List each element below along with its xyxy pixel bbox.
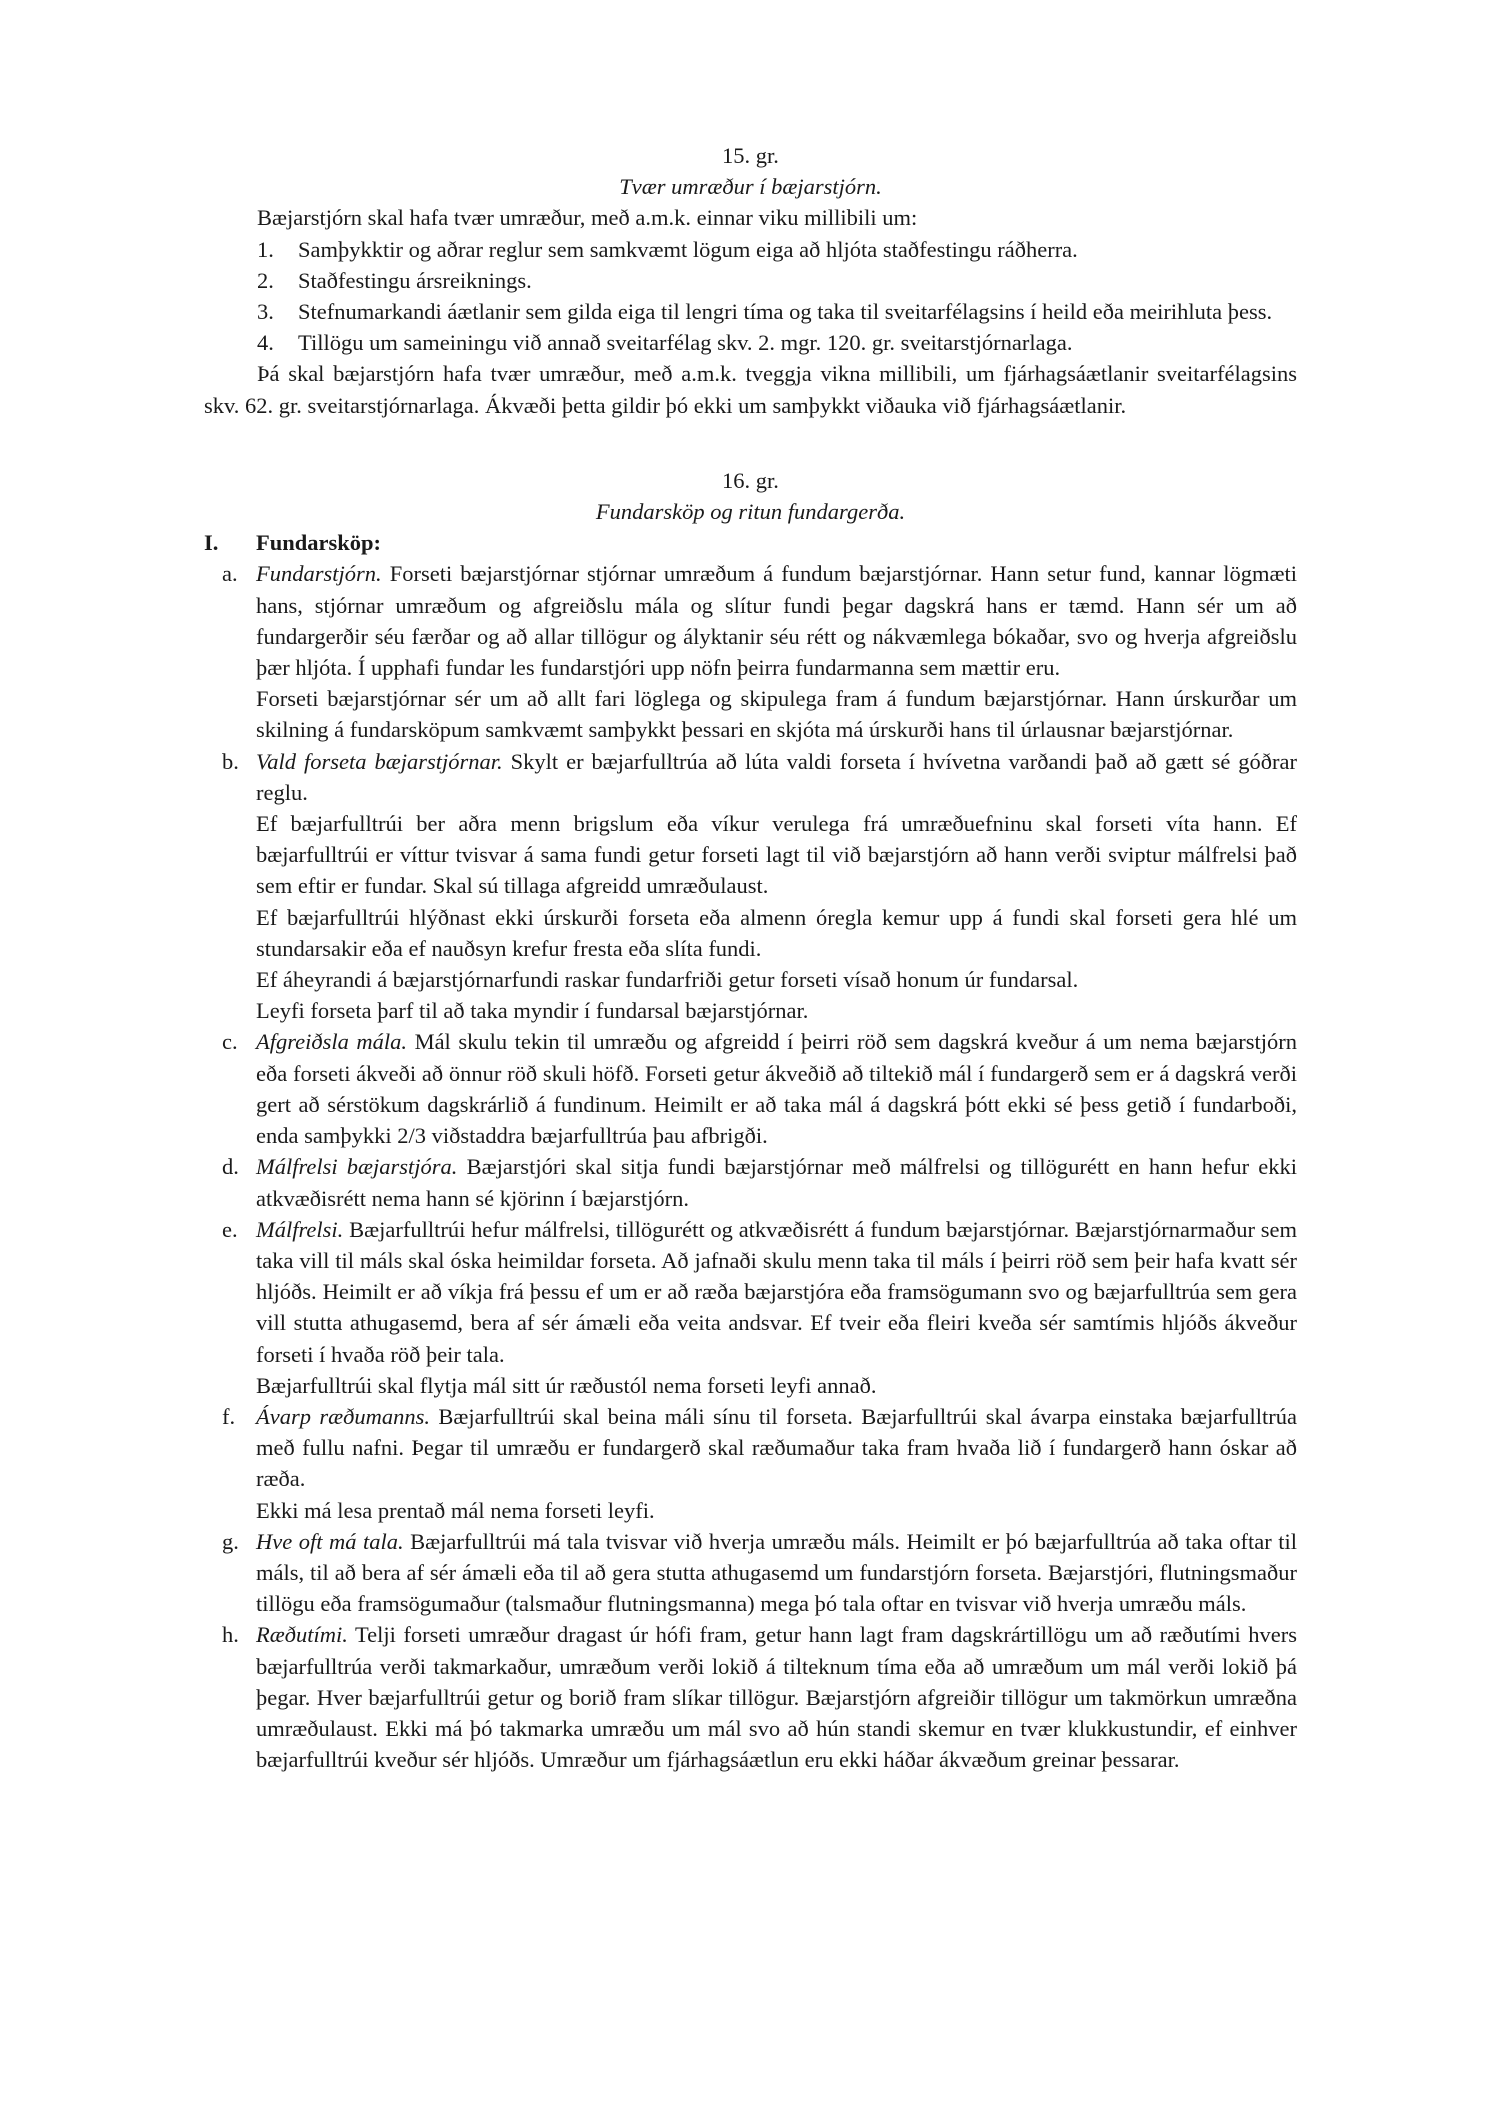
list-item-e [204, 1214, 1297, 1401]
article-15-intro: Bæjarstjórn skal hafa tvær umræður, með a.m.k. einnar viku millibili um: [257, 205, 918, 231]
item-paragraph: Ef áheyrandi á bæjarstjórnarfundi raskar fundarfriði getur forseti vísað honum úr fundarsal. [256, 967, 1079, 993]
list-item-marker: 4. [257, 330, 274, 356]
item-paragraph: Ef bæjarfulltrúi ber aðra menn brigslum eða víkur verulega frá umræðuefninu skal forseti víta hann. Ef bæjarfulltrúi er víttur tvisvar á sama fundi getur forseti lagt til við bæjarstjórn að hann verði sviptur málfrelsi það sem eftir er fundar. Skal sú tillaga afgreidd umræðulaust. [256, 811, 1297, 899]
item-marker: g. [222, 1528, 239, 1554]
article-16 [204, 465, 1297, 1776]
list-item-marker: 3. [257, 299, 274, 325]
list-item-b [204, 746, 1297, 1027]
item-text: Bæjarfulltrúi má tala tvisvar við hverja umræðu máls. Heimilt er þó bæjarfulltrúa að taka oftar til máls, til að bera af sér ámæli eða til að gera stutta athugasemd um fundarstjórn forseta. Bæjarstjóri, flutningsmaður tillögu eða framsögumaður (talsmaður flutningsmanna) mega þó tala oftar en tvisvar við hverja umræðu máls. [256, 1528, 1297, 1617]
list-item-f [204, 1401, 1297, 1526]
list-item [204, 265, 1297, 296]
item-text: Forseti bæjarstjórnar stjórnar umræðum á fundum bæjarstjórnar. Hann setur fund, kannar lögmæti hans, stjórnar umræðum og afgreiðslu mála og slítur fundi þegar dagskrá hans er tæmd. Hann sér um að fundargerðir séu færðar og að allar tillögur og ályktanir séu rétt og nákvæmlega bókaðar, svo og hverja afgreiðslu þær hljóta. Í upphafi fundar les fundarstjóri upp nöfn þeirra fundarmanna sem mættir eru. [256, 561, 1297, 681]
item-title: Ræðutími. [256, 1622, 348, 1648]
article-15 [204, 140, 1297, 421]
article-15-title: Tvær umræður í bæjarstjórn. [619, 174, 882, 200]
item-marker: e. [222, 1216, 238, 1242]
list-item-marker: 1. [257, 236, 274, 262]
list-item-text: Tillögu um sameiningu við annað sveitarfélag skv. 2. mgr. 120. gr. sveitarstjórnarlaga. [298, 330, 1073, 356]
list-item-marker: 2. [257, 267, 274, 293]
item-title: Fundarstjórn. [256, 561, 382, 587]
item-paragraph [256, 558, 1297, 683]
item-text: Bæjarfulltrúi hefur málfrelsi, tillögurétt og atkvæðisrétt á fundum bæjarstjórnar. Bæjarstjórnarmaður sem taka vill til máls skal óska heimildar forseta. Að jafnaði skulu menn taka til máls í þeirri röð sem þeir hafa kvatt sér hljóðs. Heimilt er að víkja frá þessu ef um er að ræða bæjarstjóra eða framsögumann svo og bæjarfulltrúa sem gera vill stutta athugasemd, bera af sér ámæli eða veita andsvar. Ef tveir eða fleiri kveða sér samtímis hljóðs ákveður forseti í hvaða röð þeir tala. [256, 1216, 1297, 1367]
item-paragraph [256, 1401, 1297, 1495]
item-title: Afgreiðsla mála. [256, 1029, 408, 1055]
item-paragraph: Ekki má lesa prentað mál nema forseti leyfi. [256, 1497, 655, 1523]
item-paragraph: Forseti bæjarstjórnar sér um að allt fari löglega og skipulega fram á fundum bæjarstjórnar. Hann úrskurðar um skilning á fundarsköpum samkvæmt samþykkt þessari en skjóta má úrskurði hans til úrlausnar bæjarstjórnar. [256, 686, 1297, 743]
item-marker: d. [222, 1154, 239, 1180]
list-item-g [204, 1526, 1297, 1620]
item-marker: a. [222, 561, 238, 587]
list-item-d [204, 1151, 1297, 1213]
item-title: Ávarp ræðumanns. [256, 1403, 430, 1429]
list-item-h [204, 1619, 1297, 1775]
item-marker: c. [222, 1029, 238, 1055]
item-marker: f. [222, 1403, 236, 1429]
article-15-number: 15. gr. [722, 143, 779, 168]
list-item-c [204, 1026, 1297, 1151]
item-paragraph [256, 1619, 1297, 1775]
list-item [204, 296, 1297, 327]
item-paragraph [256, 1526, 1297, 1620]
item-marker: b. [222, 748, 239, 774]
section-heading [204, 527, 1297, 558]
item-title: Hve oft má tala. [256, 1528, 404, 1554]
section-marker: I. [204, 530, 219, 556]
item-title: Vald forseta bæjarstjórnar. [256, 748, 503, 774]
item-paragraph: Ef bæjarfulltrúi hlýðnast ekki úrskurði forseta eða almenn óregla kemur upp á fundi skal forseti gera hlé um stundarsakir eða ef nauðsyn krefur fresta eða slíta fundi. [256, 904, 1297, 961]
article-16-title: Fundarsköp og ritun fundargerða. [595, 499, 906, 525]
item-paragraph [256, 746, 1297, 808]
section-spacer [204, 421, 1297, 465]
list-item-text: Staðfestingu ársreiknings. [298, 267, 532, 293]
item-text: Mál skulu tekin til umræðu og afgreidd í þeirri röð sem dagskrá kveður á um nema bæjarstjórn eða forseti ákveði að önnur röð skuli höfð. Forseti getur ákveðið að tiltekið mál í fundargerð sem er á dagskrá verði gert að sérstökum dagskrárlið á fundinum. Heimilt er að taka mál á dagskrá þótt ekki sé þess getið í fundarboði, enda samþykki 2/3 viðstaddra bæjarfulltrúa þau afbrigði. [256, 1029, 1297, 1149]
item-paragraph [256, 1214, 1297, 1370]
item-paragraph [256, 1026, 1297, 1151]
item-title: Málfrelsi. [256, 1216, 344, 1242]
item-text: Telji forseti umræður dragast úr hófi fram, getur hann lagt fram dagskrártillögu um að ræðutími hvers bæjarfulltrúa verði takmarkaður, umræðum verði lokið á tilteknum tíma eða að umræðum um mál verði lokið þá þegar. Hver bæjarfulltrúi getur og borið fram slíkar tillögur. Bæjarstjórn afgreiðir tillögur um takmörkun umræðna umræðulaust. Ekki má þó takmarka umræðu um mál svo að hún standi skemur en tvær klukkustundir, ef einhver bæjarfulltrúi kveður sér hljóðs. Umræður um fjárhagsáætlun eru ekki háðar ákvæðum greinar þessarar. [256, 1622, 1297, 1773]
item-marker: h. [222, 1622, 239, 1648]
list-item-text: Stefnumarkandi áætlanir sem gilda eiga til lengri tíma og taka til sveitarfélagsins í heild eða meirihluta þess. [298, 299, 1273, 325]
item-text: Bæjarstjóri skal sitja fundi bæjarstjórnar með málfrelsi og tillögurétt en hann hefur ekki atkvæðisrétt nema hann sé kjörinn í bæjarstjórn. [256, 1154, 1298, 1211]
article-16-number: 16. gr. [722, 467, 779, 493]
item-title: Málfrelsi bæjarstjóra. [256, 1154, 458, 1180]
list-item-text: Samþykktir og aðrar reglur sem samkvæmt lögum eiga að hljóta staðfestingu ráðherra. [298, 236, 1078, 262]
article-15-list [204, 234, 1297, 359]
section-title: Fundarsköp: [256, 530, 382, 556]
item-text: Skylt er bæjarfulltrúa að lúta valdi forseta í hvívetna varðandi það að gætt sé góðrar reglu. [256, 748, 1298, 805]
item-paragraph [256, 1151, 1297, 1213]
list-item-a [204, 558, 1297, 745]
item-text: Bæjarfulltrúi skal beina máli sínu til forseta. Bæjarfulltrúi skal ávarpa einstaka bæjarfulltrúa með fullu nafni. Þegar til umræðu er fundargerð skal ræðumaður taka fram hvaða lið í fundargerð hann óskar að ræða. [256, 1403, 1298, 1492]
article-15-closing: Þá skal bæjarstjórn hafa tvær umræður, með a.m.k. tveggja vikna millibili, um fjárhagsáætlanir sveitarfélagsins skv. 62. gr. sveitarstjórnarlaga. Ákvæði þetta gildir þó ekki um samþykkt viðauka við fjárhagsáætlanir. [204, 361, 1297, 418]
document-page [204, 140, 1297, 1775]
item-paragraph: Bæjarfulltrúi skal flytja mál sitt úr ræðustól nema forseti leyfi annað. [256, 1372, 877, 1398]
list-item [204, 327, 1297, 358]
list-item [204, 234, 1297, 265]
item-paragraph: Leyfi forseta þarf til að taka myndir í fundarsal bæjarstjórnar. [256, 998, 809, 1024]
